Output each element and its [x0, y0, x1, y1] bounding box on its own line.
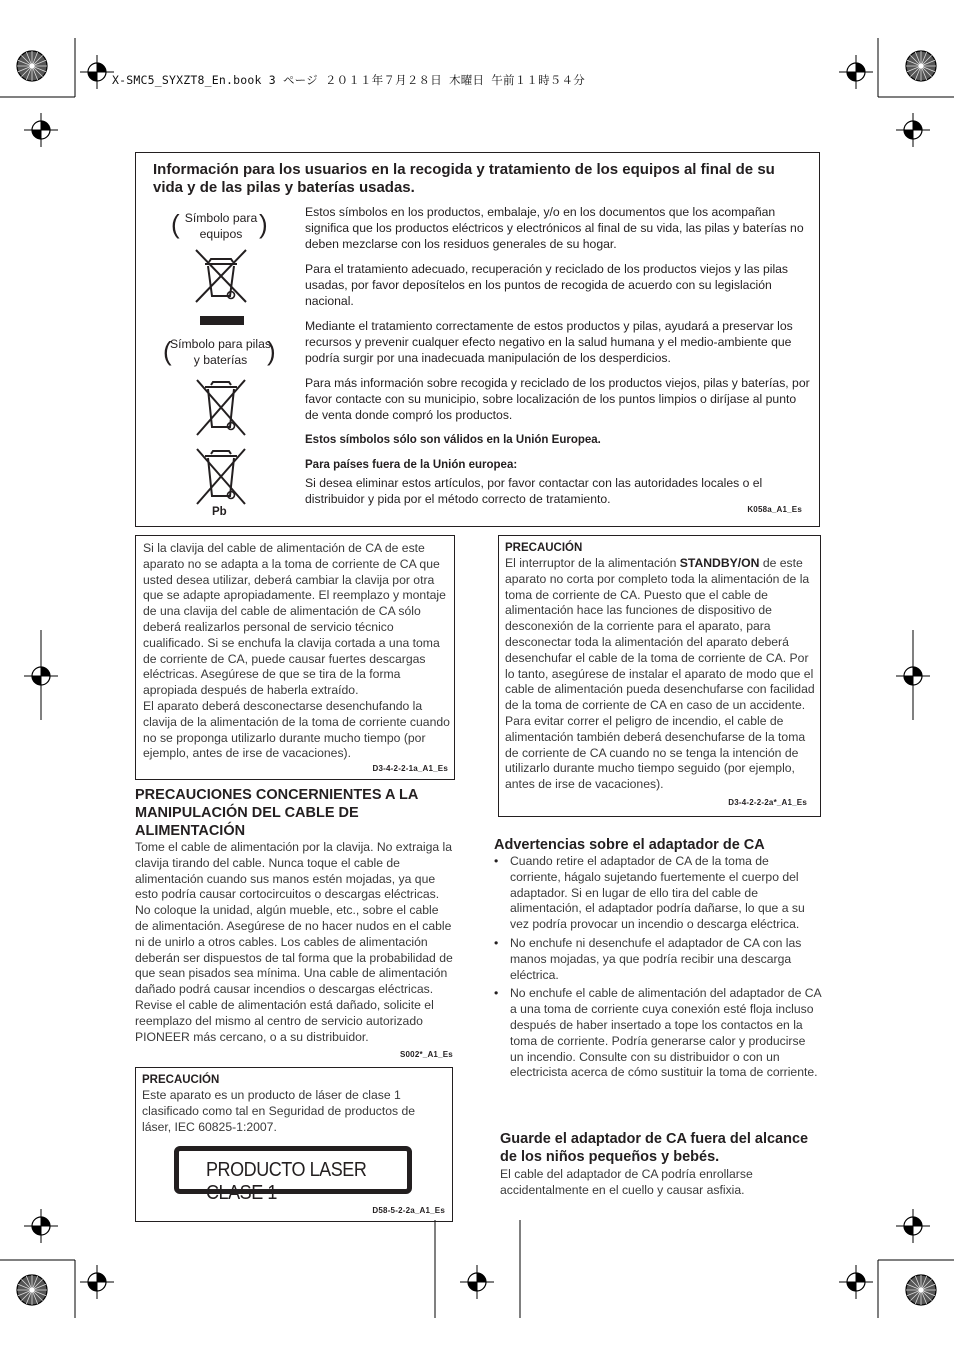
- children-warning-text: El cable del adaptador de CA podría enrollarse accidentalmente en el cuello y causar asfixia.: [500, 1167, 753, 1197]
- standby-precaution-heading: PRECAUCIÓN: [505, 542, 583, 554]
- paren-open-icon: (: [171, 209, 180, 239]
- laser-class-label: [174, 1146, 412, 1204]
- eu-only-note: Estos símbolos sólo son válidos en la Unión Europea.: [305, 434, 601, 446]
- weee-title: Información para los usuarios en la recogida y tratamiento de los equipos al final de su vida y de las pilas y baterías usadas.: [153, 161, 775, 196]
- weee-paragraph: Para el tratamiento adecuado, recuperación y reciclado de los productos viejos y las pilas usadas, por favor deposítelos en los puntos de recogida de acuerdo con su legislación nacional.: [305, 262, 789, 308]
- outside-eu-heading: Para países fuera de la Unión europea:: [305, 459, 518, 471]
- laser-class-label-text: PRODUCTO LASER CLASE 1: [206, 1159, 367, 1204]
- pb-label: Pb: [212, 506, 227, 518]
- cable-handling-text: [135, 840, 453, 1045]
- adapter-warnings-heading: Advertencias sobre el adaptador de CA: [494, 837, 765, 853]
- outside-eu-text: Si desea eliminar estos artículos, por favor contactar con las autoridades locales o el distribuidor y pida por el método correcto de tratamiento.: [305, 476, 763, 506]
- plug-warning-code: D3-4-2-2-1a_A1_Es: [372, 764, 448, 773]
- laser-precaution-text: Este aparato es un producto de láser de clase 1 clasificado como tal en Seguridad de productos de láser, IEC 60825-1:2007.: [142, 1088, 416, 1134]
- standby-text-after: de este aparato no corta por completo toda la alimentación de la toma de corriente de CA. Puesto que el cable de alimentación hace las funciones de dispositivo de desconexión de la corriente para el aparato, para desconectar toda la alimentación del aparato deberá desenchufar el cable de la toma de corriente de CA. Por lo tanto, asegúrese de instalar el aparato de modo que el cable de alimentación pueda desenchufarse con facilidad de la toma de corriente de CA en caso de un accidente. Para evitar correr el peligro de incendio, el cable de alimentación también deberá desenchufarse de la toma de corriente de CA cuando no se tenga la intención de utilizarlo durante mucho tiempo seguido (por ejemplo, antes de irse de vacaciones).: [505, 556, 815, 792]
- crossed-bin-battery-icon: [194, 379, 248, 437]
- crossed-bin-equipment-icon: [194, 248, 248, 328]
- standby-precaution-code: D3-4-2-2-2a*_A1_Es: [728, 798, 807, 807]
- paren-close-icon: ): [259, 209, 268, 239]
- crossed-bin-pb-icon: [194, 448, 248, 506]
- cable-handling-paragraph: Tome el cable de alimentación por la clavija. No extraiga la clavija tirando del cable. Nunca toque el cable de alimentación cuando sus manos estén mojadas, ya que esto podría causar cortocircuitos o descargas eléctricas. No coloque la unidad, algún mueble, etc., sobre el cable de alimentación. Asegúrese de no hacer nudos en el cable ni de unirlo a otros cables. Los cables de alimentación deberán ser dispuestos de tal forma que la probabilidad de que sean pisados sea mínima. Una cable de alimentación dañado podrá causar incendios o descargas eléctricas. Revise el cable de alimentación está dañado, solicite el reemplazo del mismo al centro de servicio autorizado PIONEER más cercano, o a su distribuidor.: [135, 840, 453, 1044]
- laser-precaution-box: [135, 1067, 453, 1222]
- cable-handling-code: S002*_A1_Es: [400, 1050, 453, 1059]
- weee-paragraph: Estos símbolos en los productos, embalaje, y/o en los documentos que los acompañan significa que los productos eléctricos y electrónicos al final de su vida, las pilas y baterías no deben mezclarse con los residuos generales de su hogar.: [305, 205, 804, 251]
- standby-on-button-label: STANDBY/ON: [679, 556, 760, 570]
- adapter-warnings-list: [494, 854, 821, 1084]
- plug-warning-paragraph: Si la clavija del cable de alimentación de CA de este aparato no se adapta a la toma de corriente de CA que usted desea utilizar, deberá cambiar la clavija por otra que se adapte apropiadamente. El reemplazo y montaje de una clavija del cable de alimentación de CA sólo deberá realizarlos personal de servicio técnico cualificado. Si se enchufa la clavija cortada a una toma de corriente de CA, puede causar fuertes descargas eléctricas. Asegúrese de que se tira de la forma apropiada después de haberla extraído.: [143, 541, 446, 698]
- laser-precaution-code: D58-5-2-2a_A1_Es: [372, 1206, 445, 1215]
- standby-precaution-text: [505, 556, 817, 793]
- symbol-batteries-label: Símbolo para pilas y baterías: [170, 337, 271, 367]
- cable-handling-heading: PRECAUCIONES CONCERNIENTES A LA MANIPULACIÓN DEL CABLE DE ALIMENTACIÓN: [135, 787, 418, 839]
- plug-warning-paragraph: El aparato deberá desconectarse desenchufando la clavija de la alimentación de la toma de corriente cuando no se proponga utilizarlo durante mucho tiempo (por ejemplo, antes de irse de vacaciones).: [143, 698, 450, 761]
- laser-precaution-heading: PRECAUCIÓN: [142, 1074, 220, 1086]
- children-warning-heading: Guarde el adaptador de CA fuera del alcance de los niños pequeños y bebés.: [500, 1131, 809, 1165]
- weee-paragraph: Para más información sobre recogida y reciclado de los productos viejos, pilas y baterías, por favor contacte con su municipio, sobre localización de los puntos limpios o diríjase al punto de venta donde compró los productos.: [305, 376, 810, 422]
- print-header: X-SMC5_SYXZT8_En.book 3 ページ ２０１１年７月２８日 木曜日 午前１１時５４分: [112, 73, 585, 87]
- weee-text: [305, 204, 810, 507]
- standby-precaution-box: [498, 535, 821, 817]
- paren-close-icon: ): [267, 336, 276, 366]
- weee-info-box: [135, 152, 820, 527]
- symbol-equipment-label: Símbolo para equipos: [184, 211, 258, 241]
- plug-warning-text: [143, 541, 453, 762]
- adapter-warning-item: • No enchufe ni desenchufe el adaptador de CA con las manos mojadas, ya que podría recibir una descarga eléctrica.: [494, 936, 821, 983]
- weee-paragraph: Mediante el tratamiento correctamente de estos productos y pilas, ayudará a preservar los recursos y prevenir cualquer efecto negativo en la salud humana y el medio-ambiente que podría surgir por una inadecuada manipulación de los desperdicios.: [305, 319, 793, 365]
- paren-open-icon: (: [163, 336, 172, 366]
- adapter-warning-item: • Cuando retire el adaptador de CA de la toma de corriente, hágalo sujetando fuertemente el cuerpo del adaptador. Si en lugar de ello tira del cable de alimentación, el adaptador podría dañarse, lo que a su vez podría provocar un incendio o descarga eléctrica.: [494, 854, 821, 933]
- plug-warning-box: [135, 535, 455, 780]
- weee-code: K058a_A1_Es: [747, 505, 802, 514]
- adapter-warning-item: • No enchufe el cable de alimentación del adaptador de CA a una toma de corriente cuya conexión esté floja incluso después de haber insertado a tope los contactos en la toma de corriente. Podría generarse calor y producirse un incendio. Consulte con su distribuidor o con un electricista acerca de cómo sustituir la toma de corriente.: [494, 986, 821, 1081]
- standby-text-before: El interruptor de la alimentación: [505, 556, 680, 570]
